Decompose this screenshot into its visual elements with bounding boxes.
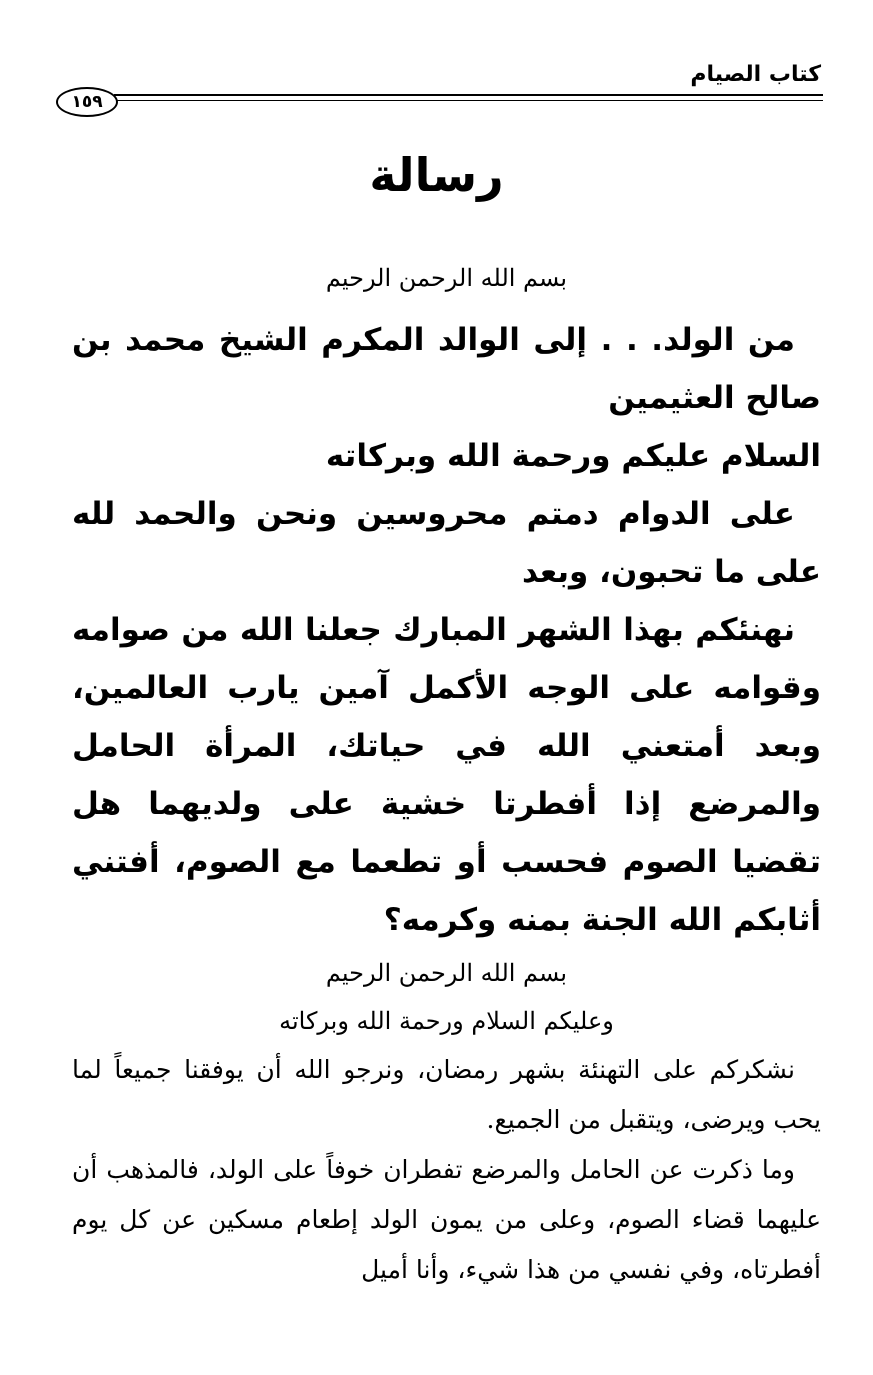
question-text: نهنئكم بهذا الشهر المبارك جعلنا الله من صوامه وقوامه على الوجه الأكمل آمين يارب العالمين، وبعد أمتعني الله في حياتك، المرأة الحامل والمرضع إذا أفطرتا خشية على ولديهما هل تقضيا الصوم فحسب أو تطعما مع الصوم، أفتني أثابكم الله الجنة بمنه وكرمه؟: [72, 612, 821, 938]
question-basmala: بسم الله الرحمن الرحيم: [325, 264, 568, 292]
answer-greeting: وعليكم السلام ورحمة الله وبركاته: [279, 1007, 614, 1035]
running-header: [50, 52, 823, 122]
letter-title: رسالة: [369, 148, 504, 202]
answer-basmala: بسم الله الرحمن الرحيم: [325, 959, 568, 987]
header-rule-thin: [114, 100, 823, 101]
question-wishes: على الدوام دمتم محروسين ونحن والحمد لله على ما تحبون، وبعد: [72, 496, 821, 590]
book-title: كتاب الصيام: [690, 62, 821, 87]
answer-ruling: وما ذكرت عن الحامل والمرضع تفطران خوفاً على الولد، فالمذهب أن عليهما قضاء الصوم، وعلى من يمون الولد إطعام مسكين عن كل يوم أفطرتاه، وفي نفسي من هذا شيء، وأنا أميل: [72, 1155, 821, 1284]
answer-thanks: نشكركم على التهنئة بشهر رمضان، ونرجو الله أن يوفقنا جميعاً لما يحب ويرضى، ويتقبل من الجميع.: [72, 1055, 821, 1134]
letter-body: [72, 255, 821, 1295]
question-greeting: السلام عليكم ورحمة الله وبركاته: [325, 438, 821, 474]
question-addressee: من الولد. . . إلى الوالد المكرم الشيخ محمد بن صالح العثيمين: [72, 322, 821, 416]
header-rule: [114, 94, 823, 96]
page-number: ١٥٩: [56, 87, 118, 117]
